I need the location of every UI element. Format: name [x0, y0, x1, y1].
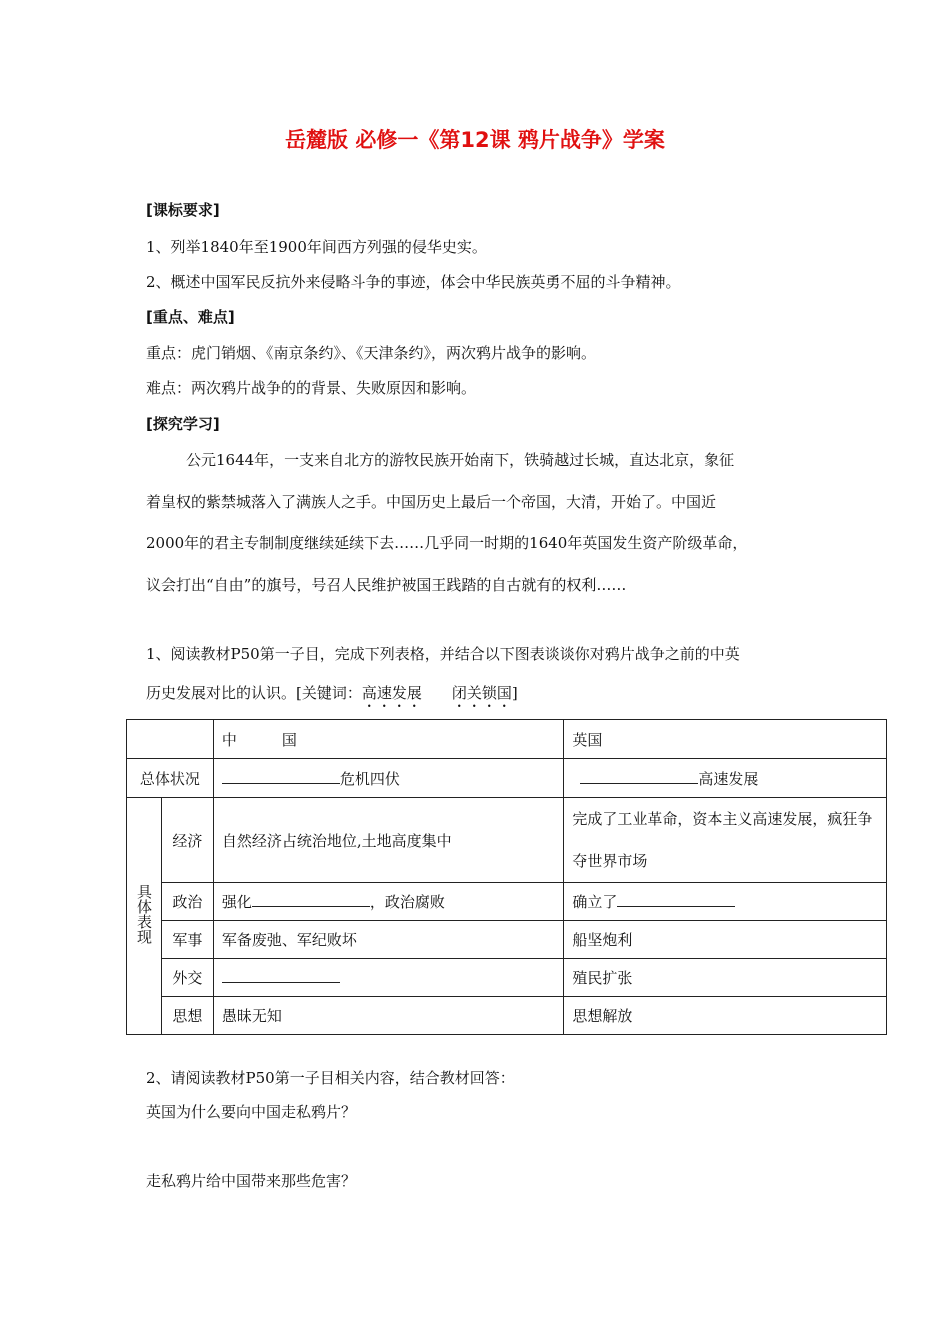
overall-britain-cell — [564, 759, 887, 798]
overall-britain-text: 高速发展 — [698, 769, 759, 788]
explore-paragraph-line-2: 着皇权的紫禁城落入了满族人之手。中国历史上最后一个帝国，大清，开始了。中国近 — [146, 493, 717, 511]
comparison-table — [126, 719, 887, 1035]
military-britain: 船坚炮利 — [564, 921, 887, 959]
table-row-military — [127, 921, 887, 959]
key-point-text: 重点：虎门销烟、《南京条约》、《天津条约》，两次鸦片战争的影响。 — [146, 344, 597, 362]
aspect-economy: 经济 — [161, 798, 213, 883]
table-row-economy — [127, 798, 887, 883]
requirement-item-1: 1、列举1840年至1900年间西方列强的侵华史实。 — [146, 238, 487, 256]
difficult-point-text: 难点：两次鸦片战争的的背景、失败原因和影响。 — [146, 379, 477, 397]
keyword-rapid-development: 高速发展 — [361, 684, 422, 702]
keyword-closed-door: 闭关锁国 — [451, 684, 512, 702]
answer-blank[interactable] — [222, 968, 340, 983]
table-row-overall — [127, 759, 887, 798]
aspect-diplomacy: 外交 — [161, 959, 213, 997]
table-row-diplomacy — [127, 959, 887, 997]
military-china: 军备废弛、军纪败坏 — [213, 921, 564, 959]
aspect-thought: 思想 — [161, 997, 213, 1035]
explore-paragraph-line-4: 议会打出“自由”的旗号，号召人民维护被国王践踏的自古就有的权利…… — [146, 576, 627, 594]
politics-britain-cell — [564, 883, 887, 921]
answer-blank[interactable] — [580, 769, 698, 784]
question-1-prefix: 历史发展对比的认识。[关键词： — [146, 684, 362, 702]
specific-performance-label: 具体表现 — [134, 884, 153, 944]
politics-china-cell — [213, 883, 564, 921]
answer-blank[interactable] — [222, 769, 340, 784]
aspect-politics: 政治 — [161, 883, 213, 921]
politics-britain-prefix: 确立了 — [572, 893, 618, 911]
overall-china-cell — [213, 759, 564, 798]
table-corner-cell — [127, 720, 214, 759]
table-row-thought — [127, 997, 887, 1035]
economy-britain: 完成了工业革命，资本主义高速发展，疯狂争夺世界市场 — [564, 798, 887, 883]
question-1-line-2 — [146, 683, 518, 711]
table-row-politics — [127, 883, 887, 921]
politics-china-suffix: ，政治腐败 — [369, 893, 445, 911]
table-header-row — [127, 720, 887, 759]
question-2-sub-a: 英国为什么要向中国走私鸦片？ — [146, 1103, 357, 1121]
document-title: 岳麓版 必修一《第12课 鸦片战争》学案 — [285, 128, 665, 152]
diplomacy-china-cell — [213, 959, 564, 997]
explore-heading: [探究学习] — [146, 415, 220, 433]
question-2-line-1: 2、请阅读教材P50第一子目相关内容，结合教材回答： — [146, 1069, 515, 1087]
thought-britain: 思想解放 — [564, 997, 887, 1035]
question-1-line-1: 1、阅读教材P50第一子目，完成下列表格，并结合以下图表谈谈你对鸦片战争之前的中英 — [146, 645, 740, 663]
answer-blank[interactable] — [617, 892, 735, 907]
politics-china-prefix: 强化 — [221, 893, 252, 911]
header-britain: 英国 — [564, 720, 887, 759]
requirement-item-2: 2、概述中国军民反抗外来侵略斗争的事迹，体会中华民族英勇不屈的斗争精神。 — [146, 273, 681, 291]
answer-blank[interactable] — [252, 892, 370, 907]
overall-label: 总体状况 — [127, 759, 214, 798]
requirements-heading: [课标要求] — [146, 201, 220, 219]
header-china: 中 国 — [213, 720, 564, 759]
question-2-sub-b: 走私鸦片给中国带来那些危害？ — [146, 1172, 357, 1190]
thought-china: 愚昧无知 — [213, 997, 564, 1035]
explore-paragraph-line-3: 2000年的君主专制制度继续延续下去……几乎同一时期的1640年英国发生资产阶级革命， — [146, 534, 748, 552]
economy-china: 自然经济占统治地位,土地高度集中 — [213, 798, 564, 883]
aspect-military: 军事 — [161, 921, 213, 959]
group-label-cell — [127, 798, 162, 1035]
overall-china-text: 危机四伏 — [339, 769, 400, 788]
explore-paragraph-line-1: 公元1644年，一支来自北方的游牧民族开始南下，铁骑越过长城，直达北京，象征 — [186, 451, 735, 469]
question-1-suffix: ] — [511, 684, 518, 702]
diplomacy-britain: 殖民扩张 — [564, 959, 887, 997]
key-points-heading: [重点、难点] — [146, 308, 235, 326]
